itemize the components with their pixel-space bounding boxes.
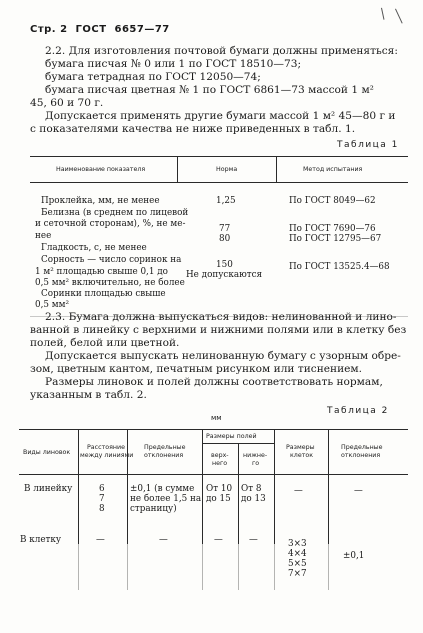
table2-cell-spacing: 7 bbox=[99, 494, 105, 504]
table1-cell-norm: 77 bbox=[219, 224, 231, 234]
table2-col-divider bbox=[238, 520, 239, 590]
table2-cell-type: В клетку bbox=[20, 535, 62, 545]
table2-cell-bottom: От 8 bbox=[241, 484, 262, 494]
table2-header-spacing: между линиями bbox=[80, 452, 134, 459]
section-2-3-line: зом, цветным кантом, печатным рисунком или тиснением. bbox=[30, 363, 363, 375]
scan-mark bbox=[395, 9, 403, 24]
table2-cell-dev: — bbox=[354, 486, 363, 496]
table1-cell-norm: 150 bbox=[216, 260, 233, 270]
table1-cell-name: 1 м² площадью свыше 0,1 до bbox=[35, 267, 168, 277]
table2-cell-dev: ±0,1 (в сумме bbox=[130, 484, 195, 494]
table2-cell-spacing: — bbox=[96, 535, 105, 545]
table2-caption: Таблица 2 bbox=[327, 406, 389, 416]
section-2-2-line: бумага писчая цветная № 1 по ГОСТ 6861—73 массой 1 м² bbox=[45, 84, 374, 96]
table2-cell-bottom: до 13 bbox=[241, 494, 266, 504]
table1-cell-norm: 80 bbox=[219, 234, 231, 244]
section-2-3-line: Размеры линовок и полей должны соответствовать нормам, bbox=[45, 376, 383, 388]
table1-cell-name: Гладкость, с, не менее bbox=[41, 243, 147, 253]
table2-header-top: него bbox=[212, 460, 228, 467]
table2-header-spacing: Расстояние bbox=[87, 444, 125, 451]
section-2-3-line: ванной в линейку с верхними и нижними полями или в клетку без bbox=[30, 324, 407, 336]
table2-cell-type: В линейку bbox=[24, 484, 73, 494]
table1-cell-name: Белизна (в среднем по лицевой bbox=[41, 208, 189, 218]
table1-header-method: Метод испытания bbox=[303, 166, 363, 173]
table2-header-dev: отклонения bbox=[144, 452, 184, 459]
table2-header-cells: клеток bbox=[290, 452, 314, 459]
table2-unit: мм bbox=[211, 414, 222, 422]
section-2-3-line: полей, белой или цветной. bbox=[30, 337, 180, 349]
table2-col-divider bbox=[127, 520, 128, 590]
section-2-2-line: 45, 60 и 70 г. bbox=[30, 97, 104, 109]
table2-header-margins: Размеры полей bbox=[206, 433, 257, 440]
table1-cell-name: нее bbox=[35, 231, 52, 241]
section-2-2-line: с показателями качества не ниже приведенных в табл. 1. bbox=[30, 123, 356, 135]
table2-cell-spacing: 6 bbox=[99, 484, 105, 494]
section-2-3-line: 2.3. Бумага должна выпускаться видов: нелинованной и лино- bbox=[45, 311, 397, 323]
table2-header-bottom: го bbox=[252, 460, 260, 467]
table2-cell-dev: — bbox=[159, 535, 168, 545]
table1-cell-norm: Не допускаются bbox=[186, 270, 263, 280]
table2-cell-dev: ±0,1 bbox=[343, 551, 365, 561]
table2-cell-top: — bbox=[214, 535, 223, 545]
table1-cell-name: 0,5 мм² включительно, не более bbox=[35, 278, 185, 288]
table1-col-divider bbox=[177, 156, 178, 182]
table2-cell-cells: 3×3 bbox=[288, 539, 307, 549]
table1-cell-name: 0,5 мм² bbox=[35, 300, 69, 310]
table2-header-dev: Предельные bbox=[341, 444, 383, 451]
table1-caption: Таблица 1 bbox=[337, 140, 399, 150]
standard-label: ГОСТ bbox=[75, 24, 107, 35]
section-2-2-line: 2.2. Для изготовления почтовой бумаги должны применяться: bbox=[45, 45, 398, 57]
table1-header-norm: Норма bbox=[216, 166, 238, 173]
table1-cell-name: Проклейка, мм, не менее bbox=[41, 196, 160, 206]
table1-cell-method: По ГОСТ 13525.4—68 bbox=[289, 262, 390, 272]
table1-cell-name: Соринки площадью свыше bbox=[41, 289, 166, 299]
table2-header-bottom: нижне- bbox=[243, 452, 268, 459]
table1-cell-method: По ГОСТ 7690—76 bbox=[289, 224, 376, 234]
table2-cell-cells: 4×4 bbox=[288, 549, 307, 559]
table2-cell-cells: — bbox=[294, 486, 303, 496]
table2-header-top: верх- bbox=[211, 452, 229, 459]
table2-col-divider bbox=[78, 520, 79, 590]
table1-header-rule bbox=[30, 182, 408, 183]
table2-col-divider bbox=[328, 520, 329, 590]
section-2-3-line: Допускается выпускать нелинованную бумагу с узорным обре- bbox=[45, 350, 401, 362]
table1-top-rule bbox=[30, 156, 408, 157]
table1-cell-method: По ГОСТ 12795—67 bbox=[289, 234, 382, 244]
table1-cell-name: Сорность — число соринок на bbox=[41, 255, 182, 265]
section-2-2-line: бумага писчая № 0 или 1 по ГОСТ 18510—73; bbox=[45, 58, 302, 70]
table2-cell-top: до 15 bbox=[206, 494, 231, 504]
table2-col-divider bbox=[202, 520, 203, 590]
standard-number: 6657—77 bbox=[114, 24, 170, 35]
table1-col-divider bbox=[276, 156, 277, 182]
table2-header-dev: Предельные bbox=[144, 444, 186, 451]
table2-col-divider bbox=[274, 520, 275, 590]
table1-cell-name: и сеточной сторонам), %, не ме- bbox=[35, 219, 186, 229]
table2-header-cells: Размеры bbox=[286, 444, 315, 451]
table2-cell-dev: страницу) bbox=[130, 504, 177, 514]
table2-header-type: Виды линовок bbox=[23, 449, 71, 456]
table2-cell-dev: не более 1,5 на bbox=[130, 494, 202, 504]
page-number: Стр. 2 bbox=[30, 24, 68, 35]
page-header bbox=[30, 24, 170, 35]
table2-cell-cells: 7×7 bbox=[288, 569, 307, 579]
section-2-3-line: указанным в табл. 2. bbox=[30, 389, 147, 401]
section-2-2-line: бумага тетрадная по ГОСТ 12050—74; bbox=[45, 71, 261, 83]
table1-header-name: Наименование показателя bbox=[56, 166, 146, 173]
section-2-2-line: Допускается применять другие бумаги массой 1 м² 45—80 г и bbox=[45, 110, 396, 122]
table2-cell-bottom: — bbox=[249, 535, 258, 545]
table2-cell-top: От 10 bbox=[206, 484, 233, 494]
table2-cell-cells: 5×5 bbox=[288, 559, 307, 569]
table1-cell-norm: 1,25 bbox=[216, 196, 236, 206]
scan-mark bbox=[381, 8, 384, 20]
table1-cell-method: По ГОСТ 8049—62 bbox=[289, 196, 376, 206]
table2-header-dev: отклонения bbox=[341, 452, 381, 459]
table2-cell-spacing: 8 bbox=[99, 504, 105, 514]
